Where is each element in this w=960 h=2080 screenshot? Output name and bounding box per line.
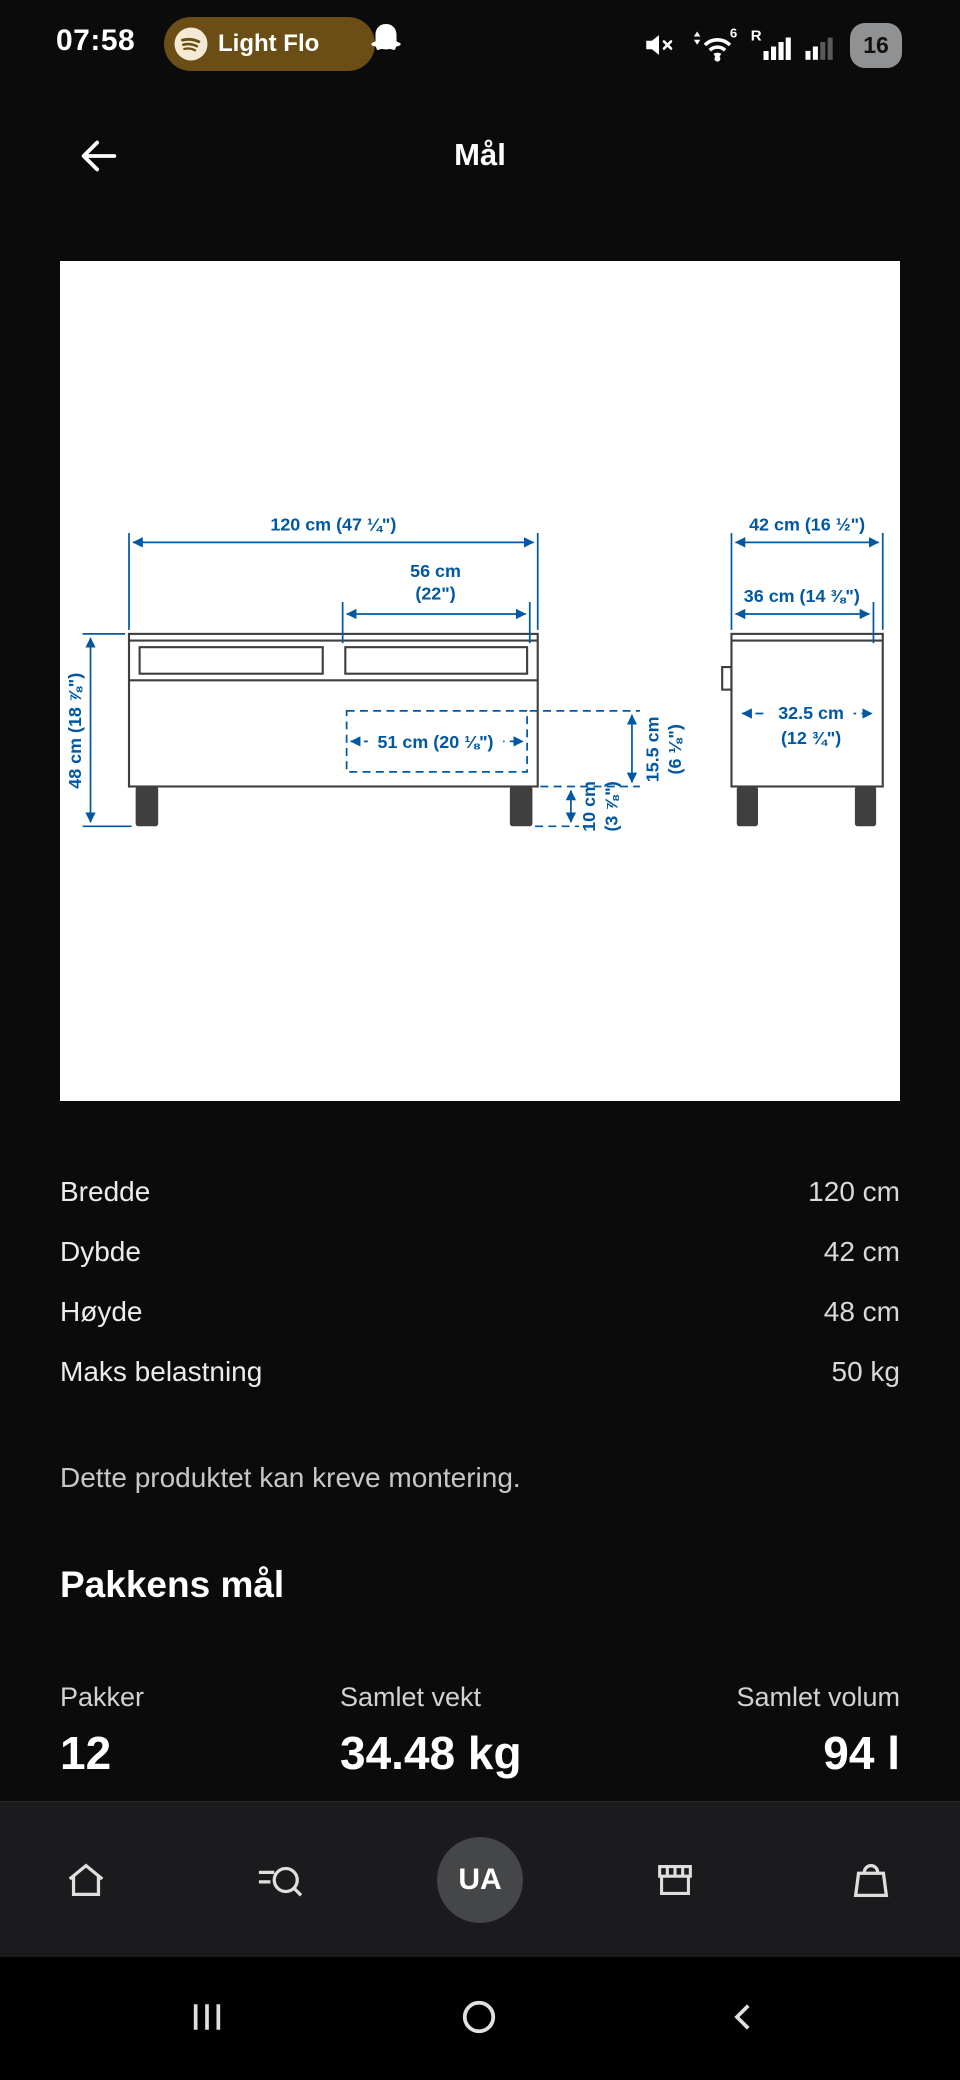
wifi6-icon xyxy=(688,25,738,65)
dim-total-height-label: 48 cm (18 ⅞") xyxy=(65,672,86,789)
spec-value: 48 cm xyxy=(823,1296,900,1327)
page-title: Mål xyxy=(454,137,506,172)
dimension-diagram xyxy=(60,261,900,1101)
nav-search-button[interactable] xyxy=(232,1802,328,1958)
dim-leg-height-in-label: (3 ⅞") xyxy=(601,781,622,832)
dim-inner-depth-in-label: (12 ¾") xyxy=(780,728,842,749)
package-count-label: Pakker xyxy=(60,1682,145,1712)
package-weight-label: Samlet vekt xyxy=(340,1682,482,1712)
front-view-legs xyxy=(136,786,533,826)
roaming-signal-icon xyxy=(750,25,792,65)
measurement-list xyxy=(60,1162,900,1402)
nav-store-button[interactable] xyxy=(627,1802,723,1958)
dim-total-depth-label: 42 cm (16 ½") xyxy=(749,514,866,535)
cellular-signal-icon xyxy=(804,25,838,65)
dim-drawer-width-cm-label: 56 cm xyxy=(410,560,461,581)
nav-cart-button[interactable] xyxy=(823,1802,919,1958)
spec-value: 120 cm xyxy=(808,1176,900,1207)
spec-row xyxy=(60,1222,900,1282)
dim-opening-height-cm-label: 15.5 cm xyxy=(642,716,663,783)
dim-inner-depth-cm-label: 32.5 cm xyxy=(778,702,844,723)
dim-drawer-width-in-label: (22") xyxy=(415,583,456,604)
front-view-outline xyxy=(129,634,538,787)
shopping-bag-icon xyxy=(848,1857,894,1903)
search-list-icon xyxy=(254,1857,306,1903)
spotify-track-title: Light Flo xyxy=(218,30,320,57)
bottom-navigation xyxy=(0,1801,960,1958)
spec-row xyxy=(60,1162,900,1222)
assembly-note: Dette produktet kan kreve montering. xyxy=(60,1462,521,1493)
spec-value: 42 cm xyxy=(823,1236,900,1267)
home-icon xyxy=(63,1857,109,1903)
dim-top-depth-label: 36 cm (14 ⅜") xyxy=(743,586,860,607)
svg-text:6: 6 xyxy=(729,25,738,41)
recents-icon xyxy=(190,2000,224,2034)
package-grid xyxy=(60,1682,900,1777)
spotify-notification-pill[interactable] xyxy=(164,17,375,71)
nav-profile-button[interactable] xyxy=(432,1802,528,1958)
status-time: 07:58 xyxy=(56,24,136,57)
android-gesture-bar xyxy=(0,1957,960,2080)
profile-avatar: UA xyxy=(437,1837,523,1923)
back-chevron-icon xyxy=(727,2000,761,2034)
product-dimensions-image[interactable] xyxy=(60,261,900,1101)
package-volume-value: 94 l xyxy=(823,1727,900,1779)
spec-value: 50 kg xyxy=(831,1356,900,1387)
spec-label: Bredde xyxy=(60,1176,151,1207)
battery-indicator: 16 xyxy=(850,23,902,68)
nav-home-button[interactable] xyxy=(38,1802,134,1958)
spec-label: Høyde xyxy=(60,1296,143,1327)
spec-label: Dybde xyxy=(60,1236,141,1267)
home-gesture-button[interactable] xyxy=(447,1985,511,2049)
spec-label: Maks belastning xyxy=(60,1356,263,1387)
package-volume-label: Samlet volum xyxy=(736,1682,900,1712)
store-icon xyxy=(652,1857,698,1903)
snapchat-icon xyxy=(368,22,404,62)
dim-leg-height-cm-label: 10 cm xyxy=(578,781,599,832)
back-gesture-button[interactable] xyxy=(712,1985,776,2049)
spotify-icon xyxy=(173,26,209,62)
spec-row xyxy=(60,1342,900,1402)
status-icons xyxy=(642,20,902,70)
volume-muted-icon xyxy=(642,28,676,62)
svg-text:R: R xyxy=(750,27,762,45)
dim-opening-height-in-label: (6 ⅛") xyxy=(665,724,686,775)
dim-inner-width-label: 51 cm (20 ⅛") xyxy=(377,732,494,753)
home-circle-icon xyxy=(460,1998,498,2036)
package-heading: Pakkens mål xyxy=(60,1564,285,1605)
dim-total-width-label: 120 cm (47 ¼") xyxy=(270,514,397,535)
spec-row xyxy=(60,1282,900,1342)
side-view-legs xyxy=(737,786,876,826)
recents-button[interactable] xyxy=(175,1985,239,2049)
package-weight-value: 34.48 kg xyxy=(340,1727,522,1779)
package-count-value: 12 xyxy=(60,1727,112,1779)
